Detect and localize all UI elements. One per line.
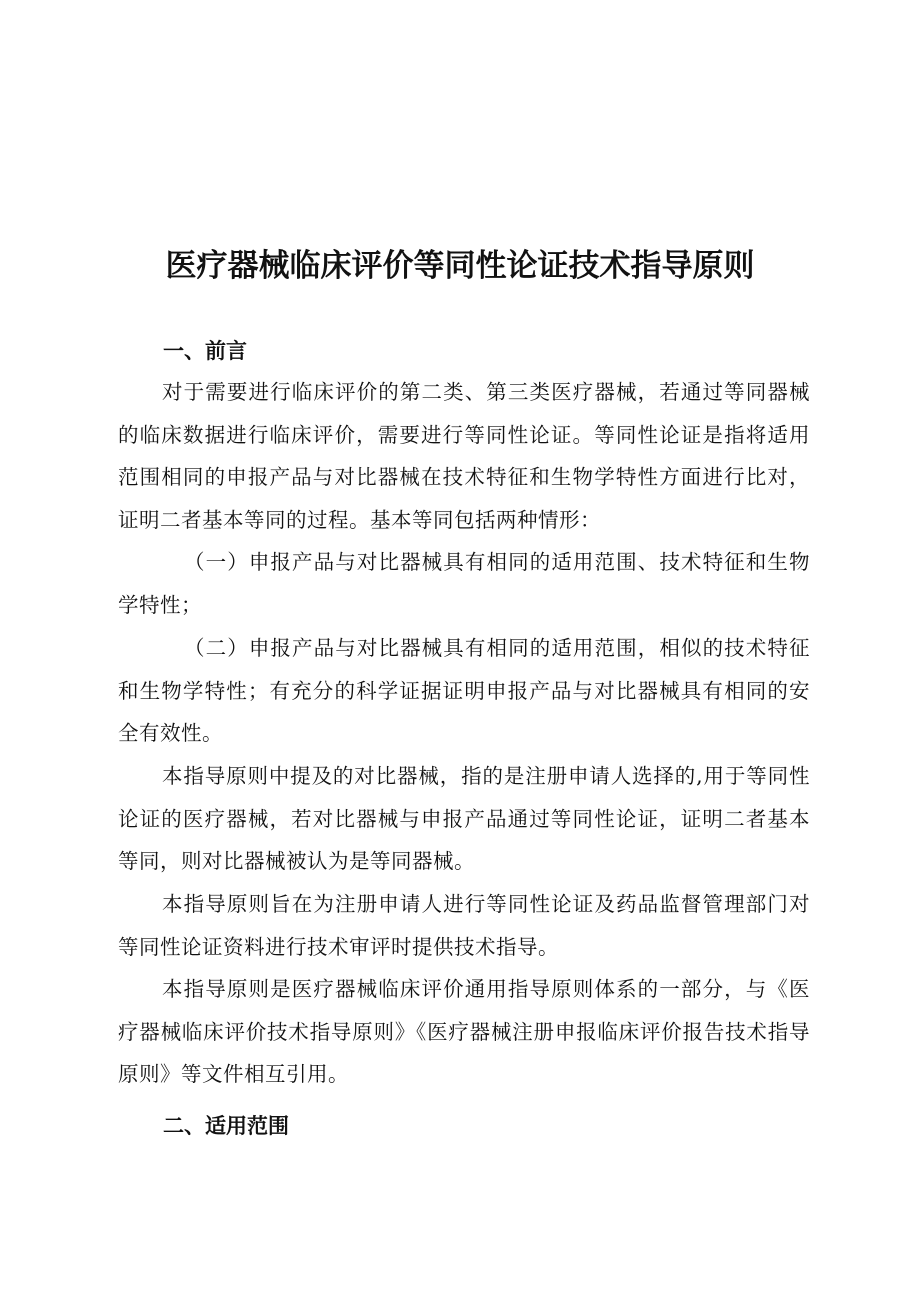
preface-paragraph-1: 对于需要进行临床评价的第二类、第三类医疗器械，若通过等同器械的临床数据进行临床评价，需要进行等同性论证。等同性论证是指将适用范围相同的申报产品与对比器械在技术特征和生物学特性方面进行比对，证明二者基本等同的过程。基本等同包括两种情形： xyxy=(118,380,810,532)
section-heading-scope: 二、适用范围 xyxy=(163,1114,289,1138)
document-title: 医疗器械临床评价等同性论证技术指导原则 xyxy=(165,248,755,284)
preface-paragraph-references: 本指导原则是医疗器械临床评价通用指导原则体系的一部分，与《医疗器械临床评价技术指导原则》《医疗器械注册申报临床评价报告技术指导原则》等文件相互引用。 xyxy=(118,977,810,1086)
preface-paragraph-case-2: （二）申报产品与对比器械具有相同的适用范围，相似的技术特征和生物学特性；有充分的科学证据证明申报产品与对比器械具有相同的安全有效性。 xyxy=(118,636,810,745)
preface-paragraph-case-1: （一）申报产品与对比器械具有相同的适用范围、技术特征和生物学特性； xyxy=(118,550,810,617)
preface-paragraph-purpose: 本指导原则旨在为注册申请人进行等同性论证及药品监督管理部门对等同性论证资料进行技术审评时提供技术指导。 xyxy=(118,892,810,959)
section-heading-preface: 一、前言 xyxy=(163,339,247,363)
preface-paragraph-comparison-device: 本指导原则中提及的对比器械，指的是注册申请人选择的,用于等同性论证的医疗器械，若对比器械与申报产品通过等同性论证，证明二者基本等同，则对比器械被认为是等同器械。 xyxy=(118,764,810,873)
